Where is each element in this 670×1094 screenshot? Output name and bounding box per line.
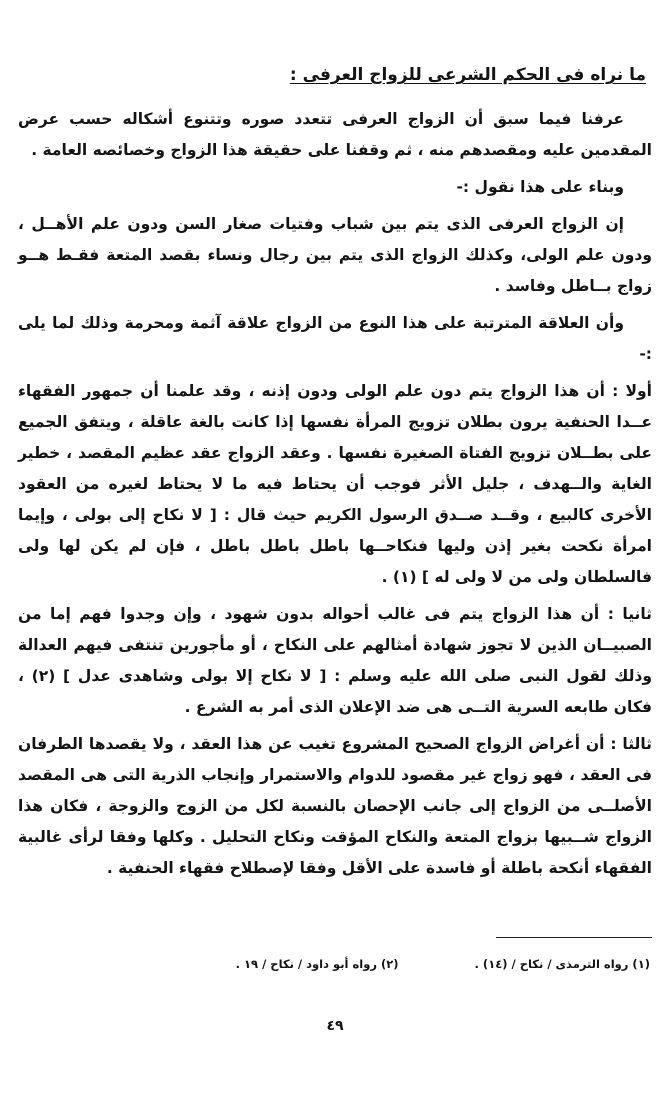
- paragraph-second-reason: ثانيا : أن هذا الزواج يتم فى غالب أحواله بدون شهود ، وإن وجدوا فهم إما من الصبيــان الذين لا تجوز شهادة أمثالهم على النكاح ، أو مأجورين تنتفى فيهم العدالة وذلك لقول النبى صلى الله عليه وسلم : [ لا نكاح إلا بولى وشاهدى عدل ] (٢) ، فكان طابعه السرية التــى هى ضد الإعلان الذى أمر به الشرع .: [18, 605, 652, 716]
- paragraph-third-reason: ثالثا : أن أغراض الزواج الصحيح المشروع تغيب عن هذا العقد ، ولا يقصدها الطرفان فى العقد ، فهو زواج غير مقصود للدوام والاستمرار وإنجاب الذرية التى هى المقصد الأصلــى من الزواج إلى جانب الإحصان بالنسبة لكل من الزوج والزوجة ، فكان هذا الزواج شــبيها بزواج المتعة والنكاح المؤقت ونكاح التحليل . وكلها وفقا لرأى غالبية الفقهاء أنكحة باطلة أو فاسدة على الأقل وفقا لإصطلاح فقهاء الحنفية .: [18, 735, 652, 877]
- page-number: ٤٩: [326, 1018, 344, 1034]
- section-heading: ما نراه فى الحكم الشرعى للزواج العرفى :: [289, 65, 646, 85]
- paragraph-therefore: وبناء على هذا نقول :-: [456, 178, 624, 196]
- footnote-2: (٢) رواه أبو داود / نكاح / ١٩ .: [235, 957, 399, 971]
- paragraph-reasons-intro: وأن العلاقة المترتبة على هذا النوع من الزواج علاقة آثمة ومحرمة وذلك لما يلى :-: [18, 314, 652, 363]
- paragraph-first-reason: أولا : أن هذا الزواج يتم دون علم الولى ودون إذنه ، وقد علمنا أن جمهور الفقهاء عــدا الحنفية يرون بطلان تزويج المرأة نفسها إذا كانت بالغة عاقلة ، ويتفق الجميع على بطــلان تزويج الفتاة الصغيرة نفسها . وعقد الزواج عقد عظيم المقصد ، خطير الغاية والــهدف ، جليل الأثر فوجب أن يحتاط فيه ما لا يحتاط لغيره من العقود الأخرى كالبيع ، وقــد صــدق الرسول الكريم حيث قال : [ لا نكاح إلى بولى ، وإيما امرأة نكحت بغير إذن وليها فنكاحــها باطل باطل باطل ، فإن لم يكن لها ولى فالسلطان ولى من لا ولى له ] (١) .: [18, 382, 652, 586]
- page-body: [18, 60, 652, 890]
- paragraph-ruling: إن الزواج العرفى الذى يتم بين شباب وفتيات صغار السن ودون علم الأهــل ، ودون علم الولى، وكذلك الزواج الذى يتم بين رجال ونساء بقصد المتعة فقـط هــو زواج بــاطل وفاسد .: [18, 215, 652, 295]
- footnotes: [30, 957, 650, 971]
- footnote-divider: [496, 937, 652, 938]
- paragraph-intro: عرفنا فيما سبق أن الزواج العرفى تتعدد صوره وتتنوع أشكاله حسب عرض المقدمين عليه ومقصدهم منه ، ثم وقفنا على حقيقة هذا الزواج وخصائصه العامة .: [18, 110, 652, 159]
- footnote-1: (١) رواه الترمذى / نكاح / (١٤) .: [474, 957, 650, 971]
